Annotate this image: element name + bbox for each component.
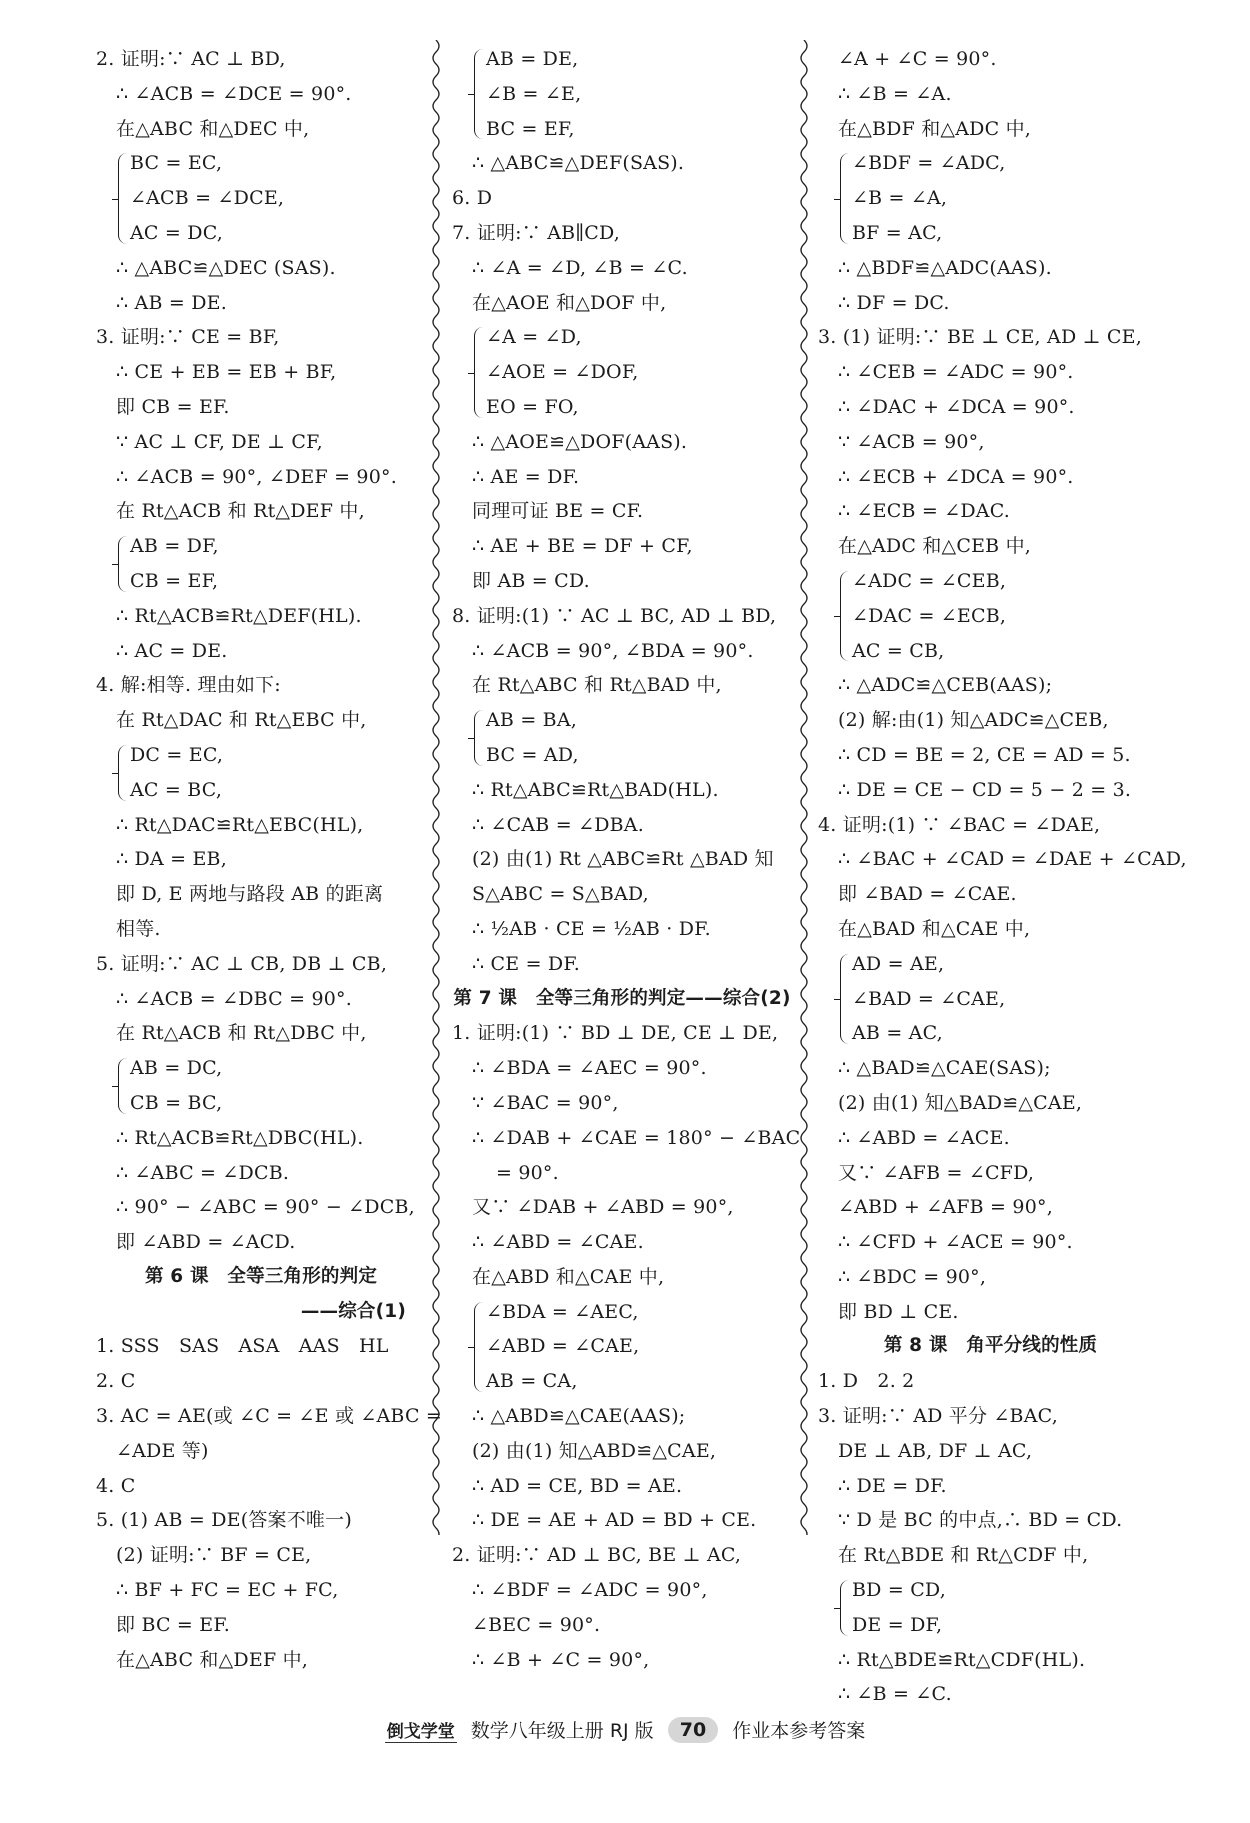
answer-line: (2) 由(1) 知△ABD≌△CAE, [472, 1439, 717, 1462]
answer-line: 在△AOE 和△DOF 中, [472, 291, 667, 314]
answer-line: 3. (1) 证明:∵ BE ⊥ CE, AD ⊥ CE, [818, 326, 1142, 349]
equation-line: CB = EF, [130, 569, 219, 592]
answer-line: ∴ AD = CE, BD = AE. [472, 1474, 683, 1497]
answer-line: ∴ ∠B + ∠C = 90°, [472, 1648, 650, 1671]
answer-line: ∴ ∠A = ∠D, ∠B = ∠C. [472, 256, 688, 279]
equation-system [452, 42, 792, 146]
answer-line: 2. C [96, 1370, 136, 1393]
equation-line: AB = DC, [130, 1057, 223, 1080]
answer-line: ∠ADE 等) [116, 1439, 209, 1462]
answer-line: ∴ ∠ECB = ∠DAC. [838, 500, 1010, 523]
answer-line: ∵ ∠BAC = 90°, [472, 1091, 619, 1114]
answer-line: 在 Rt△ACB 和 Rt△DBC 中, [116, 1022, 367, 1045]
answer-line: 4. 证明:(1) ∵ ∠BAC = ∠DAE, [818, 813, 1101, 836]
answer-line: ∴ AE + BE = DF + CF, [472, 535, 693, 558]
equation-system [818, 1573, 1163, 1643]
answer-line: ∵ D 是 BC 的中点,∴ BD = CD. [838, 1509, 1123, 1532]
equation-system [452, 1295, 792, 1399]
equation-line: EO = FO, [486, 395, 579, 418]
equation-line: ∠B = ∠E, [486, 82, 582, 105]
answer-line: ∴ CE = DF. [472, 952, 581, 975]
answer-line: ∴ Rt△DAC≌Rt△EBC(HL), [116, 813, 364, 836]
answer-line: ∴ ∠BDF = ∠ADC = 90°, [472, 1579, 708, 1602]
answer-line: ∴ AC = DE. [116, 639, 228, 662]
equation-system [96, 529, 426, 599]
answer-line: (2) 由(1) Rt △ABC≌Rt △BAD 知 [472, 848, 774, 871]
equation-line: ∠ABD = ∠CAE, [486, 1335, 640, 1358]
answer-line: 在△ABD 和△CAE 中, [472, 1265, 665, 1288]
book-subject: 数学八年级上册 RJ 版 [470, 1720, 654, 1742]
answer-line: ∴ Rt△ABC≌Rt△BAD(HL). [472, 778, 719, 801]
answer-line: ∵ AC ⊥ CF, DE ⊥ CF, [116, 430, 323, 453]
answer-line: S△ABC = S△BAD, [472, 883, 649, 906]
answer-line: ∠ABD + ∠AFB = 90°, [838, 1196, 1053, 1219]
answer-line: 即 ∠ABD = ∠ACD. [116, 1231, 296, 1254]
answer-line: 在△BAD 和△CAE 中, [838, 917, 1031, 940]
equation-line: AC = BC, [130, 778, 223, 801]
answer-line: ∴ 90° − ∠ABC = 90° − ∠DCB, [116, 1196, 415, 1219]
publisher-logo: 倒戈学堂 [385, 1717, 457, 1743]
answer-line: ∴ ∠CEB = ∠ADC = 90°. [838, 361, 1074, 384]
answer-line: = 90°. [496, 1161, 559, 1184]
equation-line: ∠A = ∠D, [486, 326, 582, 349]
answer-column-left [96, 42, 443, 1677]
answer-line: 在 Rt△DAC 和 Rt△EBC 中, [116, 709, 367, 732]
equation-system [452, 320, 792, 424]
answer-line: ∴ AB = DE. [116, 291, 227, 314]
column-divider-left [429, 40, 443, 1535]
answer-line: 3. 证明:∵ CE = BF, [96, 326, 280, 349]
equation-line: ∠BAD = ∠CAE, [852, 987, 1006, 1010]
equation-system [452, 703, 792, 773]
answer-line: 1. 证明:(1) ∵ BD ⊥ DE, CE ⊥ DE, [452, 1022, 779, 1045]
answer-line: ∴ ∠BAC + ∠CAD = ∠DAE + ∠CAD, [838, 848, 1187, 871]
answer-line: 即 BC = EF. [116, 1613, 231, 1636]
answer-line: 3. 证明:∵ AD 平分 ∠BAC, [818, 1405, 1058, 1428]
answer-line: 1. SSS SAS ASA AAS HL [96, 1335, 389, 1358]
equation-system [818, 947, 1163, 1051]
equation-system [96, 1051, 426, 1121]
answer-line: 同理可证 BE = CF. [472, 500, 644, 523]
answer-line: ∴ △AOE≌△DOF(AAS). [472, 430, 688, 453]
answer-line: ∴ AE = DF. [472, 465, 580, 488]
answer-line: (2) 解:由(1) 知△ADC≌△CEB, [838, 709, 1109, 732]
answer-line: ∴ △ADC≌△CEB(AAS); [838, 674, 1053, 697]
equation-line: ∠ACB = ∠DCE, [130, 187, 285, 210]
equation-line: BC = EC, [130, 152, 223, 175]
answer-line: ∴ △BDF≌△ADC(AAS). [838, 256, 1052, 279]
equation-line: AB = BA, [486, 709, 578, 732]
answer-line: ∴ ∠BDC = 90°, [838, 1265, 987, 1288]
lesson-heading: 第 6 课 全等三角形的判定 [144, 1265, 378, 1287]
answer-line: 在△ADC 和△CEB 中, [838, 535, 1032, 558]
equation-system [818, 564, 1163, 668]
answer-line: 1. D 2. 2 [818, 1370, 915, 1393]
equation-line: ∠BDA = ∠AEC, [486, 1300, 639, 1323]
equation-line: DE = DF, [852, 1613, 943, 1636]
answer-line: ∴ ∠CAB = ∠DBA. [472, 813, 644, 836]
answer-line: ∵ ∠ACB = 90°, [838, 430, 985, 453]
answer-line: 5. 证明:∵ AC ⊥ CB, DB ⊥ CB, [96, 952, 388, 975]
answer-line: 在 Rt△BDE 和 Rt△CDF 中, [838, 1544, 1089, 1567]
answer-column-middle [452, 42, 801, 1677]
answer-line: 6. D [452, 187, 493, 210]
equation-line: BD = CD, [852, 1579, 946, 1602]
equation-line: AB = DE, [486, 48, 579, 70]
answer-line: ∴ ∠DAB + ∠CAE = 180° − ∠BAC [472, 1126, 801, 1149]
column-divider-right [797, 40, 811, 1535]
answer-column-right [818, 42, 1187, 1712]
answer-line: ∴ ∠BDA = ∠AEC = 90°. [472, 1057, 707, 1080]
answer-line: 即 BD ⊥ CE. [838, 1300, 959, 1323]
equation-line: AC = CB, [852, 639, 945, 662]
answer-line: 2. 证明:∵ AD ⊥ BC, BE ⊥ AC, [452, 1544, 742, 1567]
answer-line: ∴ ∠ACB = 90°, ∠DEF = 90°. [116, 465, 397, 488]
equation-system [96, 146, 426, 250]
equation-line: AC = DC, [130, 221, 223, 244]
answer-line: ∴ ∠DAC + ∠DCA = 90°. [838, 395, 1075, 418]
answer-line: ∴ ∠ABD = ∠CAE. [472, 1231, 644, 1254]
equation-line: AB = DF, [130, 535, 219, 558]
answer-line: 又∵ ∠DAB + ∠ABD = 90°, [472, 1196, 734, 1219]
answer-line: 即 CB = EF. [116, 395, 230, 418]
answer-line: ∴ △BAD≌△CAE(SAS); [838, 1057, 1051, 1080]
equation-line: CB = BC, [130, 1091, 223, 1114]
answer-line: 在 Rt△ABC 和 Rt△BAD 中, [472, 674, 722, 697]
answer-line: ∴ DE = DF. [838, 1474, 947, 1497]
lesson-heading: ——综合(1) [300, 1300, 406, 1322]
answer-line: ∴ ∠B = ∠C. [838, 1683, 952, 1706]
answer-line: 2. 证明:∵ AC ⊥ BD, [96, 48, 286, 70]
answer-line: ∴ CD = BE = 2, CE = AD = 5. [838, 743, 1131, 766]
equation-line: ∠ADC = ∠CEB, [852, 569, 1007, 592]
answer-line: ∴ △ABC≌△DEC (SAS). [116, 256, 336, 279]
answer-line: ∴ CE + EB = EB + BF, [116, 361, 337, 384]
answer-line: 4. 解:相等. 理由如下: [96, 674, 281, 697]
equation-system [818, 146, 1163, 250]
answer-line: 在 Rt△ACB 和 Rt△DEF 中, [116, 500, 365, 523]
equation-line: BF = AC, [852, 221, 943, 244]
answer-line: 8. 证明:(1) ∵ AC ⊥ BC, AD ⊥ BD, [452, 604, 777, 627]
answer-line: DE ⊥ AB, DF ⊥ AC, [838, 1439, 1033, 1462]
lesson-heading: 第 7 课 全等三角形的判定——综合(2) [453, 987, 791, 1009]
answer-line: ∴ ∠B = ∠A. [838, 82, 952, 105]
equation-line: ∠BDF = ∠ADC, [852, 152, 1006, 175]
answer-line: ∴ ∠ABC = ∠DCB. [116, 1161, 290, 1184]
equation-line: BC = EF, [486, 117, 575, 140]
answer-line: ∴ Rt△ACB≌Rt△DBC(HL). [116, 1126, 364, 1149]
answer-line: ∴ DF = DC. [838, 291, 950, 314]
answer-line: ∴ ∠ACB = 90°, ∠BDA = 90°. [472, 639, 754, 662]
answer-line: ∴ ∠ACB = ∠DBC = 90°. [116, 987, 352, 1010]
answer-line: 即 AB = CD. [472, 569, 590, 592]
equation-line: ∠B = ∠A, [852, 187, 948, 210]
answer-line: 即 D, E 两地与路段 AB 的距离 [116, 883, 384, 906]
lesson-heading: 第 8 课 角平分线的性质 [883, 1335, 1098, 1357]
answer-line: ∴ DE = AE + AD = BD + CE. [472, 1509, 757, 1532]
answer-line: ∠A + ∠C = 90°. [838, 48, 997, 70]
answer-line: 3. AC = AE(或 ∠C = ∠E 或 ∠ABC = [96, 1405, 443, 1428]
answer-line: ∴ ½AB · CE = ½AB · DF. [472, 917, 711, 940]
equation-system [96, 738, 426, 808]
answer-line: 5. (1) AB = DE(答案不唯一) [96, 1509, 352, 1532]
equation-line: AB = AC, [852, 1022, 943, 1045]
answer-line: ∴ ∠ACB = ∠DCE = 90°. [116, 82, 352, 105]
equation-line: ∠AOE = ∠DOF, [486, 361, 639, 384]
equation-line: ∠DAC = ∠ECB, [852, 604, 1007, 627]
answer-line: ∴ Rt△ACB≌Rt△DEF(HL). [116, 604, 362, 627]
equation-line: AD = AE, [852, 952, 945, 975]
answer-line: (2) 由(1) 知△BAD≌△CAE, [838, 1091, 1083, 1114]
answer-line: 在△ABC 和△DEF 中, [116, 1648, 309, 1671]
answer-line: ∴ DE = CE − CD = 5 − 2 = 3. [838, 778, 1132, 801]
answer-line: 在△BDF 和△ADC 中, [838, 117, 1032, 140]
answer-line: 相等. [116, 917, 161, 940]
page-number: 70 [668, 1717, 718, 1743]
answer-line: 4. C [96, 1474, 136, 1497]
answer-line: ∴ ∠CFD + ∠ACE = 90°. [838, 1231, 1073, 1254]
page-footer [0, 1716, 1250, 1752]
answer-line: 在△ABC 和△DEC 中, [116, 117, 310, 140]
answer-line: ∴ ∠ECB + ∠DCA = 90°. [838, 465, 1074, 488]
answer-line: ∴ ∠ABD = ∠ACE. [838, 1126, 1010, 1149]
answer-line: ∴ △ABD≌△CAE(AAS); [472, 1405, 686, 1428]
answer-line: 又∵ ∠AFB = ∠CFD, [838, 1161, 1035, 1184]
answer-line: ∴ △ABC≌△DEF(SAS). [472, 152, 685, 175]
answer-line: ∴ BF + FC = EC + FC, [116, 1579, 339, 1602]
answer-line: (2) 证明:∵ BF = CE, [116, 1544, 312, 1567]
answer-line: 7. 证明:∵ AB∥CD, [452, 221, 621, 244]
equation-line: DC = EC, [130, 743, 224, 766]
answer-line: ∠BEC = 90°. [472, 1613, 601, 1636]
answer-line: 即 ∠BAD = ∠CAE. [838, 883, 1017, 906]
answer-line: ∴ DA = EB, [116, 848, 227, 871]
equation-line: BC = AD, [486, 743, 579, 766]
answer-line: ∴ Rt△BDE≌Rt△CDF(HL). [838, 1648, 1086, 1671]
book-section-title: 作业本参考答案 [732, 1720, 866, 1742]
equation-line: AB = CA, [486, 1370, 578, 1393]
